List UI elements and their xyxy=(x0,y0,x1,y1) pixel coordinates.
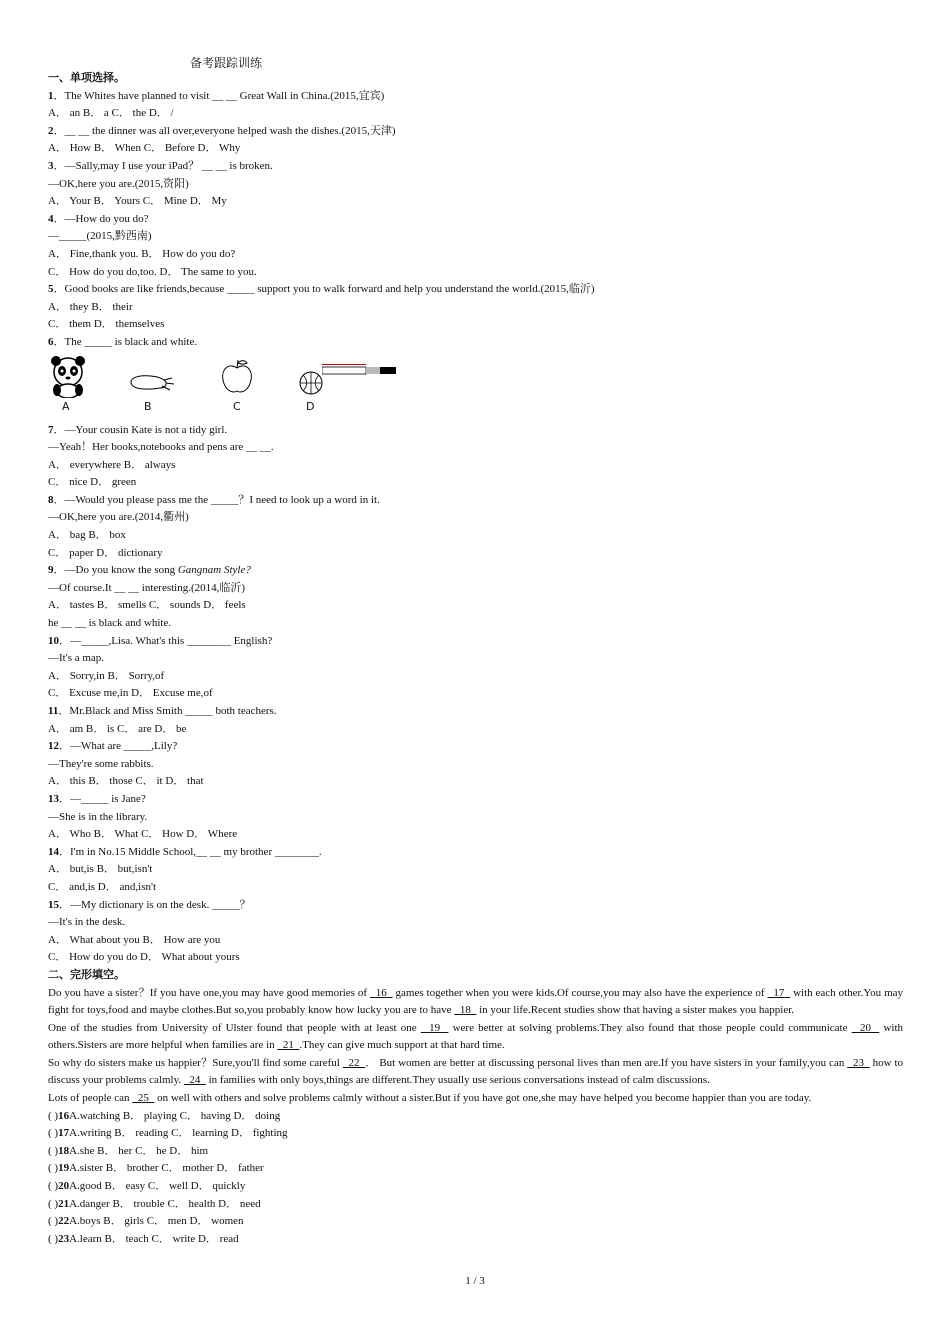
question-11-options: A． am B． is C． are D． be xyxy=(48,722,187,735)
question-1-options: A． an B． a C． the D． / xyxy=(48,107,174,120)
cloze-blank-20: 20 xyxy=(859,1021,871,1034)
question-7-options-ab: A． everywhere B． always xyxy=(48,458,176,471)
question-4: 4．—How do you do? xyxy=(48,212,149,225)
question-12: 12．—What are _____,Lily? xyxy=(48,740,178,753)
question-14-options-ab: A． but,is B． but,isn't xyxy=(48,863,153,876)
question-15: 15．—My dictionary is on the desk. _____？ xyxy=(48,898,251,911)
cloze-blank-17: 17 xyxy=(773,986,785,999)
choice-16: ( )16A.watching B． playing C． having D． doing xyxy=(48,1109,281,1122)
cloze-blank-19: 19 xyxy=(429,1021,441,1034)
question-8: 8．—Would you please pass me the _____？I need to look up a word in it. xyxy=(48,493,380,506)
question-10-options-cd: C． Excuse me,in D． Excuse me,of xyxy=(48,687,213,700)
cloze-blank-22: 22 xyxy=(348,1056,360,1069)
choice-18: ( )18A.she B． her C． he D． him xyxy=(48,1144,209,1157)
question-1: 1．The Whites have planned to visit __ __ Great Wall in China.(2015,宜宾) xyxy=(48,89,385,102)
question-13: 13．—_____ is Jane? xyxy=(48,792,146,805)
basketball-icon xyxy=(298,370,324,396)
choice-23: ( )23A.learn B． teach C． write D． read xyxy=(48,1232,239,1245)
question-4-options-cd: C． How do you do,too. D． The same to you. xyxy=(48,265,257,278)
question-15-options-ab: A． What about you B． How are you xyxy=(48,933,221,946)
document-title: 备考跟踪训练 xyxy=(190,56,263,70)
question-14-options-cd: C． and,is D． and,isn't xyxy=(48,880,157,893)
page-content xyxy=(48,70,903,1248)
cloze-paragraph-1: Do you have a sister？If you have one,you may have good memories of 16 games together when you were kids.Of course,you may also have the experience of 17 with each other.You may fight for toys,food and maybe clothes.But so,you probably know how lucky you are to have 18 in your life.Recent studies show that having a sister makes you happier. xyxy=(48,986,904,1017)
question-8-reply: —OK,here you are.(2014,衢州) xyxy=(48,511,189,524)
question-10-options-ab: A． Sorry,in B． Sorry,of xyxy=(48,669,165,682)
choice-19: ( )19A.sister B． brother C． mother D． father xyxy=(48,1162,264,1175)
question-3-reply: —OK,here you are.(2015,资阳) xyxy=(48,177,189,190)
question-13-options: A． Who B． What C． How D． Where xyxy=(48,828,238,841)
page-number: 1 / 3 xyxy=(465,1275,485,1287)
pencil-bar-icon xyxy=(322,362,396,376)
option-c-label: C xyxy=(233,399,241,413)
question-9-options: A． tastes B． smells C． sounds D． feels xyxy=(48,599,246,612)
question-2: 2．__ __ the dinner was all over,everyone helped wash the dishes.(2015,天津) xyxy=(48,124,396,137)
section-2-title: 二、完形填空。 xyxy=(48,968,125,981)
question-7-options-cd: C． nice D． green xyxy=(48,476,137,489)
question-5-options-ab: A． they B． their xyxy=(48,300,133,313)
apple-icon xyxy=(220,358,254,396)
question-9-reply: —Of course.It __ __ interesting.(2014,临沂) xyxy=(48,581,246,594)
question-6-pictures xyxy=(48,354,903,420)
question-5: 5．Good books are like friends,because _____ support you to walk forward and help you understand the world.(2015,临沂) xyxy=(48,283,595,296)
choice-21: ( )21A.danger B． trouble C． health D． need xyxy=(48,1197,261,1210)
question-15-options-cd: C． How do you do D． What about yours xyxy=(48,951,240,964)
question-10: 10．—_____,Lisa. What's this ________ English? xyxy=(48,634,273,647)
question-12-reply: —They're some rabbits. xyxy=(48,757,154,770)
question-10-reply: —It's a map. xyxy=(48,652,105,665)
cloze-paragraph-3: So why do sisters make us happier？Sure,you'll find some careful 22 ． But women are better at discussing personal lives than men are.If you have sisters in your family,you can 23 how to discuss your problems calmly. 24 in families with only boys,things are different.They usually use serious conversations instead of calm discussions. xyxy=(48,1056,904,1087)
question-12-options: A． this B． those C． it D． that xyxy=(48,775,204,788)
question-13-reply: —She is in the library. xyxy=(48,810,148,823)
option-d-label: D xyxy=(306,399,315,413)
question-9-extra: he __ __ is black and white. xyxy=(48,617,172,630)
cloze-blank-23: 23 xyxy=(853,1056,864,1069)
question-8-options-cd: C． paper D． dictionary xyxy=(48,546,163,559)
question-4-reply: —_____(2015,黔西南) xyxy=(48,230,152,243)
question-6: 6．The _____ is black and white. xyxy=(48,335,198,348)
cloze-blank-16: 16 xyxy=(375,986,387,999)
question-7: 7．—Your cousin Kate is not a tidy girl. xyxy=(48,423,228,436)
question-5-options-cd: C． them D． themselves xyxy=(48,318,165,331)
question-15-reply: —It's in the desk. xyxy=(48,916,126,929)
cloze-blank-18: 18 xyxy=(459,1004,471,1017)
choice-17: ( )17A.writing B． reading C． learning D． fighting xyxy=(48,1127,288,1140)
cloze-blank-21: 21 xyxy=(282,1039,294,1052)
eggplant-icon xyxy=(128,368,178,398)
cloze-paragraph-2: One of the studies from University of Ulster found that people with at least one 19 were better at solving problems.They also found that those people could communicate 20 with others.Sisters are more helpful when families are in 21 .They can give much support at that hard time. xyxy=(48,1021,904,1052)
question-3: 3．—Sally,may I use your iPad？ __ __ is broken. xyxy=(48,159,273,172)
question-7-reply: —Yeah！Her books,notebooks and pens are __ __. xyxy=(48,441,274,454)
question-9: 9．—Do you know the song Gangnam Style? xyxy=(48,564,251,577)
question-3-options: A． Your B． Yours C． Mine D． My xyxy=(48,195,227,208)
option-b-label: B xyxy=(144,399,152,413)
choice-20: ( )20A.good B． easy C． well D． quickly xyxy=(48,1180,246,1193)
question-11: 11．Mr.Black and Miss Smith _____ both teachers. xyxy=(48,705,277,717)
question-4-options-ab: A． Fine,thank you. B． How do you do? xyxy=(48,247,236,260)
option-a-label: A xyxy=(62,399,70,413)
cloze-blank-25: 25 xyxy=(137,1092,149,1105)
question-14: 14．I'm in No.15 Middle School,__ __ my brother ________. xyxy=(48,845,322,858)
panda-icon xyxy=(48,354,88,398)
choice-22: ( )22A.boys B． girls C． men D． women xyxy=(48,1215,244,1228)
cloze-paragraph-4: Lots of people can 25 on well with others and solve problems calmly without a sister.But if you have got one,she may have helped you become happier than you are today. xyxy=(48,1092,812,1105)
question-2-options: A． How B． When C． Before D． Why xyxy=(48,142,241,155)
section-1-title: 一、单项选择。 xyxy=(48,72,125,84)
cloze-blank-24: 24 xyxy=(189,1074,201,1087)
question-8-options-ab: A． bag B． box xyxy=(48,529,126,542)
